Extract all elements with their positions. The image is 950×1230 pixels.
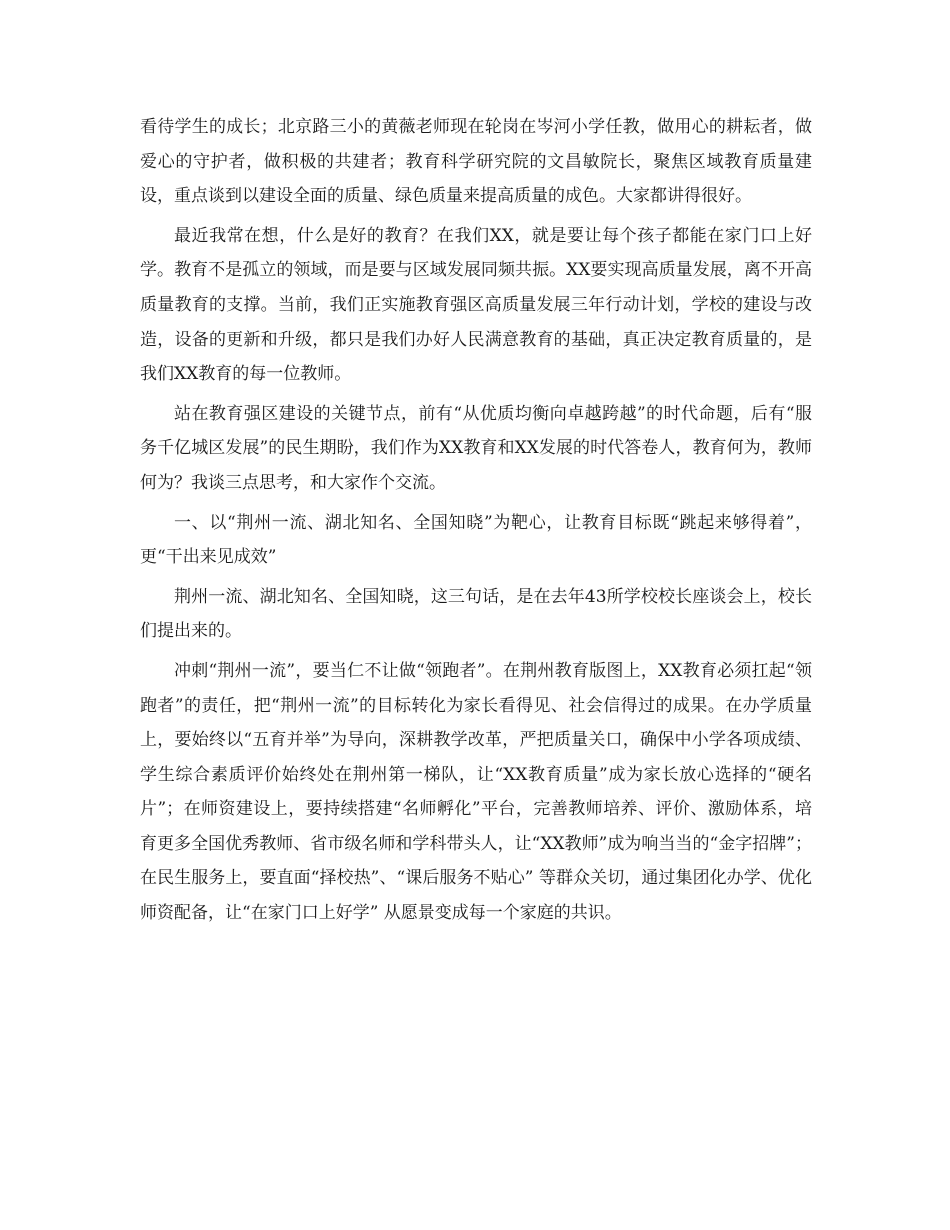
- paragraph-4: 荆州一流、湖北知名、全国知晓，这三句话，是在去年43所学校校长座谈会上，校长们提出来的。: [140, 586, 812, 642]
- document-body: [140, 110, 812, 936]
- paragraph-1: 看待学生的成长；北京路三小的黄薇老师现在轮岗在岑河小学任教，做用心的耕耘者，做爱心的守护者，做积极的共建者；教育科学研究院的文昌敏院长，聚焦区域教育质量建设，重点谈到以建设全面的质量、绿色质量来提高质量的成色。大家都讲得很好。: [140, 117, 812, 207]
- paragraph-5: 冲刺“荆州一流”，要当仁不让做“领跑者”。在荆州教育版图上，XX教育必须扛起“领跑者”的责任，把“荆州一流”的目标转化为家长看得见、社会信得过的成果。在办学质量上，要始终以“五育并举”为导向，深耕教学改革，严把质量关口，确保中小学各项成绩、学生综合素质评价始终处在荆州第一梯队，让“XX教育质量”成为家长放心选择的“硬名片”；在师资建设上，要持续搭建“名师孵化”平台，完善教师培养、评价、激励体系，培育更多全国优秀教师、省市级名师和学科带头人，让“XX教师”成为响当当的“金字招牌”；在民生服务上，要直面“择校热”、“课后服务不贴心” 等群众关切，通过集团化办学、优化师资配备，让“在家门口上好学” 从愿景变成每一个家庭的共识。: [140, 660, 812, 924]
- paragraph-3: 站在教育强区建设的关键节点，前有“从优质均衡向卓越跨越”的时代命题，后有“服务千亿城区发展”的民生期盼，我们作为XX教育和XX发展的时代答卷人，教育何为，教师何为？我谈三点思考，和大家作个交流。: [140, 403, 812, 493]
- section-heading-1: 一、以“荆州一流、湖北知名、全国知晓”为靶心，让教育目标既“跳起来够得着”，更“干出来见成效”: [140, 512, 812, 568]
- paragraph-2: 最近我常在想，什么是好的教育？在我们XX，就是要让每个孩子都能在家门口上好学。教育不是孤立的领域，而是要与区域发展同频共振。XX要实现高质量发展，离不开高质量教育的支撑。当前，我们正实施教育强区高质量发展三年行动计划，学校的建设与改造，设备的更新和升级，都只是我们办好人民满意教育的基础，真正决定教育质量的，是我们XX教育的每一位教师。: [140, 225, 812, 385]
